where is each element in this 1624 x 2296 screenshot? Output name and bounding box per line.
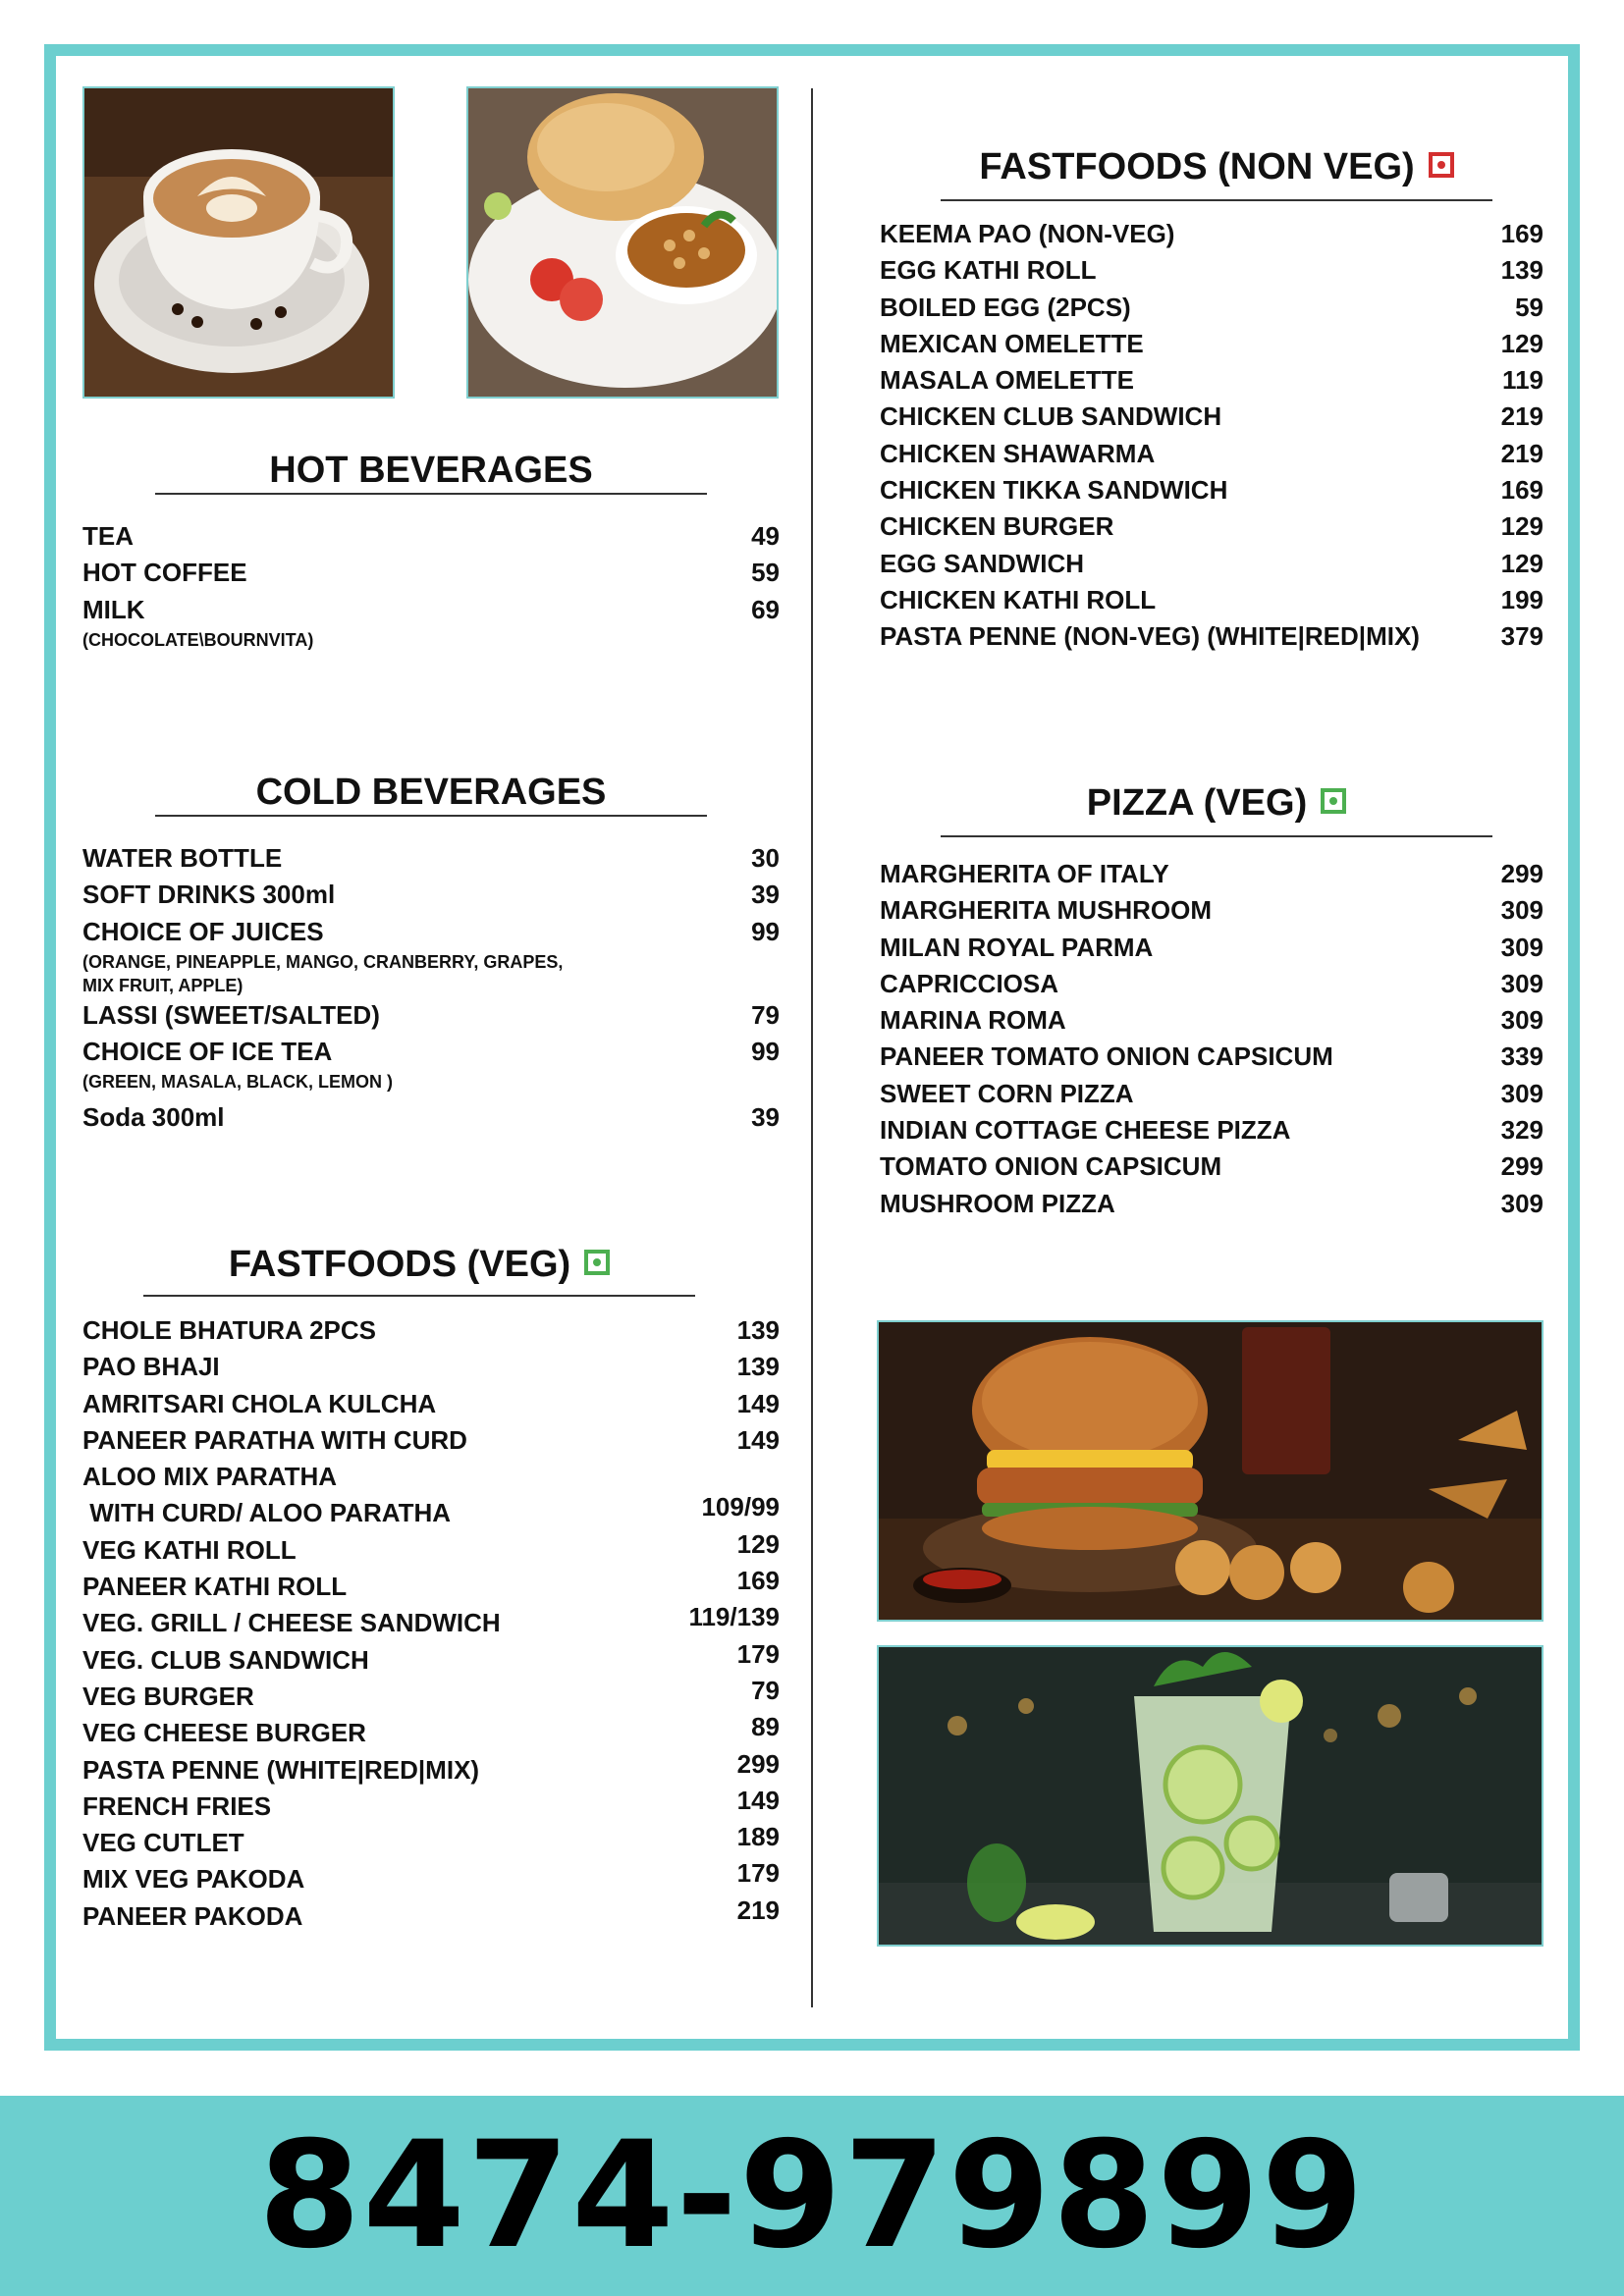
list-item: MEXICAN OMELETTE 129 [880, 328, 1543, 358]
cold-beverages-title: COLD BEVERAGES [155, 771, 707, 817]
list-item: MASALA OMELETTE 119 [880, 365, 1543, 396]
phone-number[interactable]: 8474-979899 [258, 2110, 1366, 2281]
list-item: WATER BOTTLE 30 [82, 843, 780, 873]
footer-banner [0, 2096, 1624, 2296]
list-item: VEG. GRILL / CHEESE SANDWICH 119/139 [82, 1602, 780, 1638]
pizza-veg-title: PIZZA (VEG) [941, 781, 1492, 837]
veg-symbol-icon [584, 1250, 610, 1275]
item-note: MIX FRUIT, APPLE) [82, 975, 244, 995]
cold-beverages-list [82, 840, 780, 1137]
list-item: SOFT DRINKS 300ml 39 [82, 880, 780, 910]
list-item: EGG SANDWICH 129 [880, 548, 1543, 578]
list-item: VEG. CLUB SANDWICH 179 [82, 1638, 780, 1675]
list-item: PANEER KATHI ROLL 169 [82, 1566, 780, 1602]
list-item: CHICKEN KATHI ROLL 199 [880, 584, 1543, 614]
list-item: CHOICE OF ICE TEA 99 [82, 1037, 780, 1067]
list-item: SWEET CORN PIZZA 309 [880, 1078, 1543, 1108]
veg-symbol-icon [1321, 788, 1346, 814]
list-item: CHICKEN CLUB SANDWICH 219 [880, 401, 1543, 432]
list-item: CHICKEN SHAWARMA 219 [880, 438, 1543, 468]
list-item: CHICKEN BURGER 129 [880, 511, 1543, 542]
list-item: VEG BURGER 79 [82, 1675, 780, 1711]
fastfoods-nonveg-list [880, 216, 1543, 656]
mojito-photo [877, 1645, 1543, 1947]
list-item: TOMATO ONION CAPSICUM 299 [880, 1151, 1543, 1182]
hot-beverages-title: HOT BEVERAGES [155, 449, 707, 495]
burger-photo [877, 1320, 1543, 1622]
hot-beverages-list [82, 518, 780, 652]
list-item: HOT COFFEE 59 [82, 558, 780, 588]
chole-bhature-photo [466, 86, 779, 399]
list-item: MARGHERITA OF ITALY 299 [880, 859, 1543, 888]
fastfoods-nonveg-title: FASTFOODS (NON VEG) [941, 145, 1492, 201]
list-item: ALOO MIX PARATHA [82, 1462, 338, 1492]
list-item: MUSHROOM PIZZA 309 [880, 1188, 1543, 1218]
list-item: MARGHERITA MUSHROOM 309 [880, 895, 1543, 926]
list-item: MIX VEG PAKODA 179 [82, 1858, 780, 1895]
list-item: CHOICE OF JUICES 99 [82, 916, 780, 946]
pizza-veg-list [880, 856, 1543, 1222]
list-item: EGG KATHI ROLL 139 [880, 255, 1543, 286]
list-item: PASTA PENNE (NON-VEG) (WHITE|RED|MIX) 379 [880, 621, 1543, 652]
list-item: CHOLE BHATURA 2PCS 139 [82, 1315, 780, 1345]
list-item: VEG KATHI ROLL 129 [82, 1528, 780, 1565]
list-item: MARINA ROMA 309 [880, 1005, 1543, 1036]
list-item: PANEER PARATHA WITH CURD 149 [82, 1424, 780, 1455]
list-item: BOILED EGG (2PCS) 59 [880, 292, 1543, 322]
list-item: FRENCH FRIES 149 [82, 1785, 780, 1821]
item-note: (ORANGE, PINEAPPLE, MANGO, CRANBERRY, GRAPES, [82, 951, 564, 972]
list-item: INDIAN COTTAGE CHEESE PIZZA 329 [880, 1115, 1543, 1146]
list-item: MILK 69 [82, 594, 780, 624]
item-note: (GREEN, MASALA, BLACK, LEMON ) [82, 1072, 393, 1093]
list-item: KEEMA PAO (NON-VEG) 169 [880, 219, 1543, 248]
item-note: (CHOCOLATE\BOURNVITA) [82, 629, 314, 650]
column-divider [811, 88, 813, 2007]
list-item: PASTA PENNE (WHITE|RED|MIX) 299 [82, 1748, 780, 1785]
fastfoods-veg-title: FASTFOODS (VEG) [143, 1243, 695, 1297]
list-item: PANEER PAKODA 219 [82, 1895, 780, 1931]
list-item: MILAN ROYAL PARMA 309 [880, 932, 1543, 962]
list-item: Soda 300ml 39 [82, 1102, 780, 1133]
list-item: PAO BHAJI 139 [82, 1352, 780, 1382]
list-item: VEG CUTLET 189 [82, 1822, 780, 1858]
list-item: WITH CURD/ ALOO PARATHA 109/99 [82, 1492, 780, 1528]
list-item: AMRITSARI CHOLA KULCHA 149 [82, 1388, 780, 1418]
list-item: LASSI (SWEET/SALTED) 79 [82, 999, 780, 1030]
fastfoods-veg-list [82, 1312, 780, 1935]
list-item: TEA 49 [82, 521, 780, 551]
list-item: CAPRICCIOSA 309 [880, 968, 1543, 998]
list-item: VEG CHEESE BURGER 89 [82, 1712, 780, 1748]
non-veg-symbol-icon [1429, 152, 1454, 178]
coffee-photo [82, 86, 395, 399]
list-item: CHICKEN TIKKA SANDWICH 169 [880, 475, 1543, 506]
list-item: PANEER TOMATO ONION CAPSICUM 339 [880, 1041, 1543, 1072]
